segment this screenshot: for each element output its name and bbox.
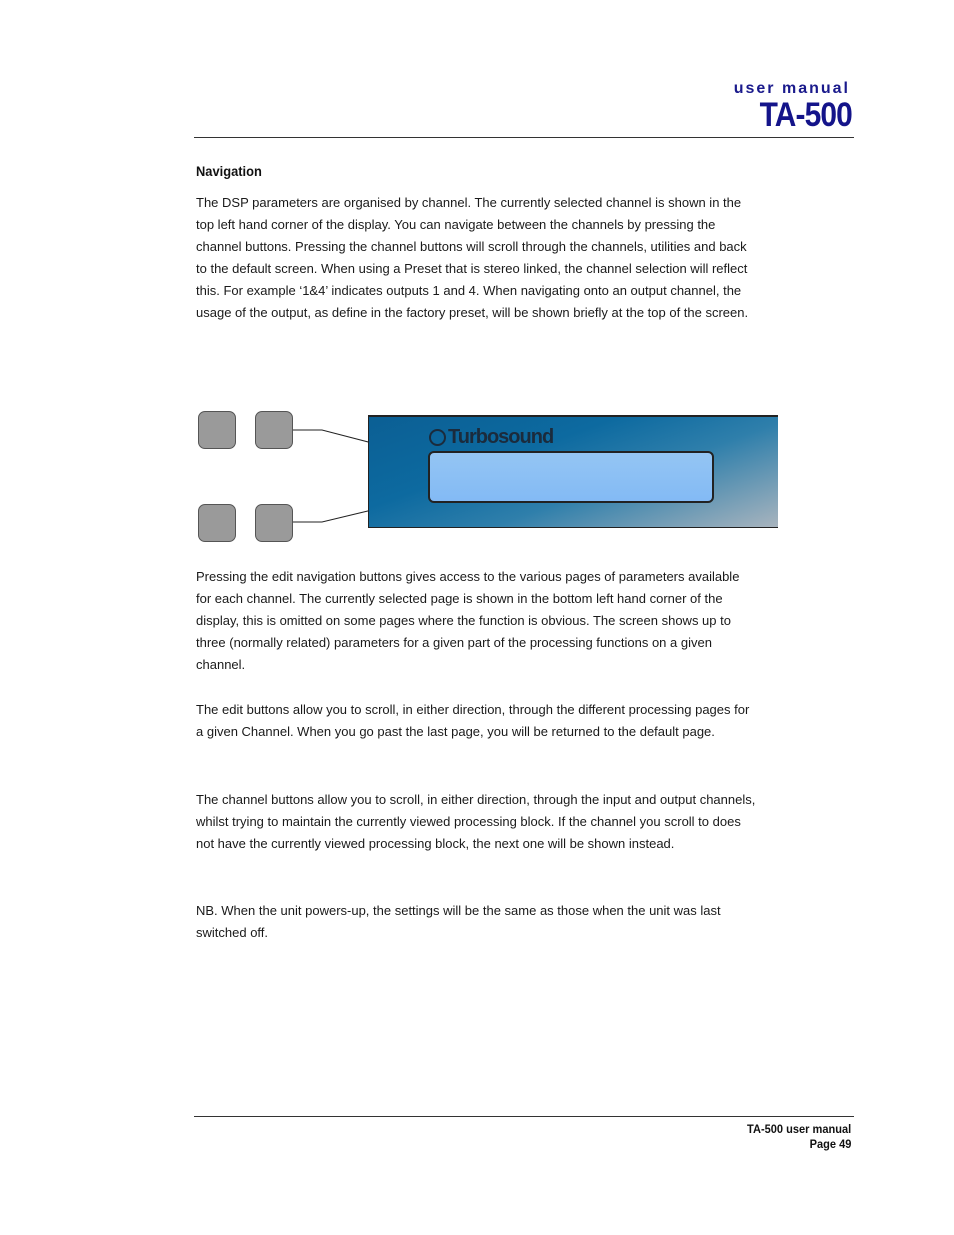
brand-text: Turbosound [448, 425, 554, 448]
unit-display-panel [368, 415, 778, 528]
footer-doc-title: TA-500 user manual [746, 1122, 851, 1136]
paragraph-power-up: NB. When the unit powers-up, the settings will be the same as those when the unit was last switched off. [196, 903, 721, 940]
paragraph-channel-buttons: The channel buttons allow you to scroll, in either direction, through the input and output channels, whilst trying to maintain the currently viewed processing block. If the channel you scroll to does not have the currently viewed processing block, the next one will be shown instead. [196, 792, 756, 851]
paragraph-channels: The DSP parameters are organised by channel. The currently selected channel is shown in the top left hand corner of the display. You can navigate between the channels by pressing the channel buttons. Pressing the channel buttons will scroll through the channels, utilities and back to the default screen. When using a Preset that is stereo linked, the channel selection will reflect this. For example ‘1&4’ indicates outputs 1 and 4. When navigating onto an output channel, the usage of the output, as define in the factory preset, will be shown briefly at the top of the screen. [196, 195, 749, 320]
header-title: TA-500 [759, 96, 852, 134]
brand-logo [429, 425, 553, 449]
navigation-figure [190, 400, 790, 550]
paragraph-edit-buttons: The edit buttons allow you to scroll, in either direction, through the different processing pages for a given Channel. When you go past the last page, you will be returned to the default page. [196, 702, 750, 739]
brand-circle-icon [429, 429, 446, 446]
lcd-screen [428, 451, 714, 503]
header-subtitle: user manual [733, 80, 850, 97]
footer-page-number: Page 49 [809, 1137, 851, 1151]
footer-rule [194, 1116, 854, 1117]
header-rule [194, 137, 854, 138]
paragraph-edit-navigation: Pressing the edit navigation buttons gives access to the various pages of parameters available for each channel. The currently selected page is shown in the bottom left hand corner of the display, this is omitted on some pages where the function is obvious. The screen shows up to three (normally related) parameters for a given part of the processing functions on a given channel. [196, 569, 740, 672]
section-title: Navigation [196, 163, 262, 179]
